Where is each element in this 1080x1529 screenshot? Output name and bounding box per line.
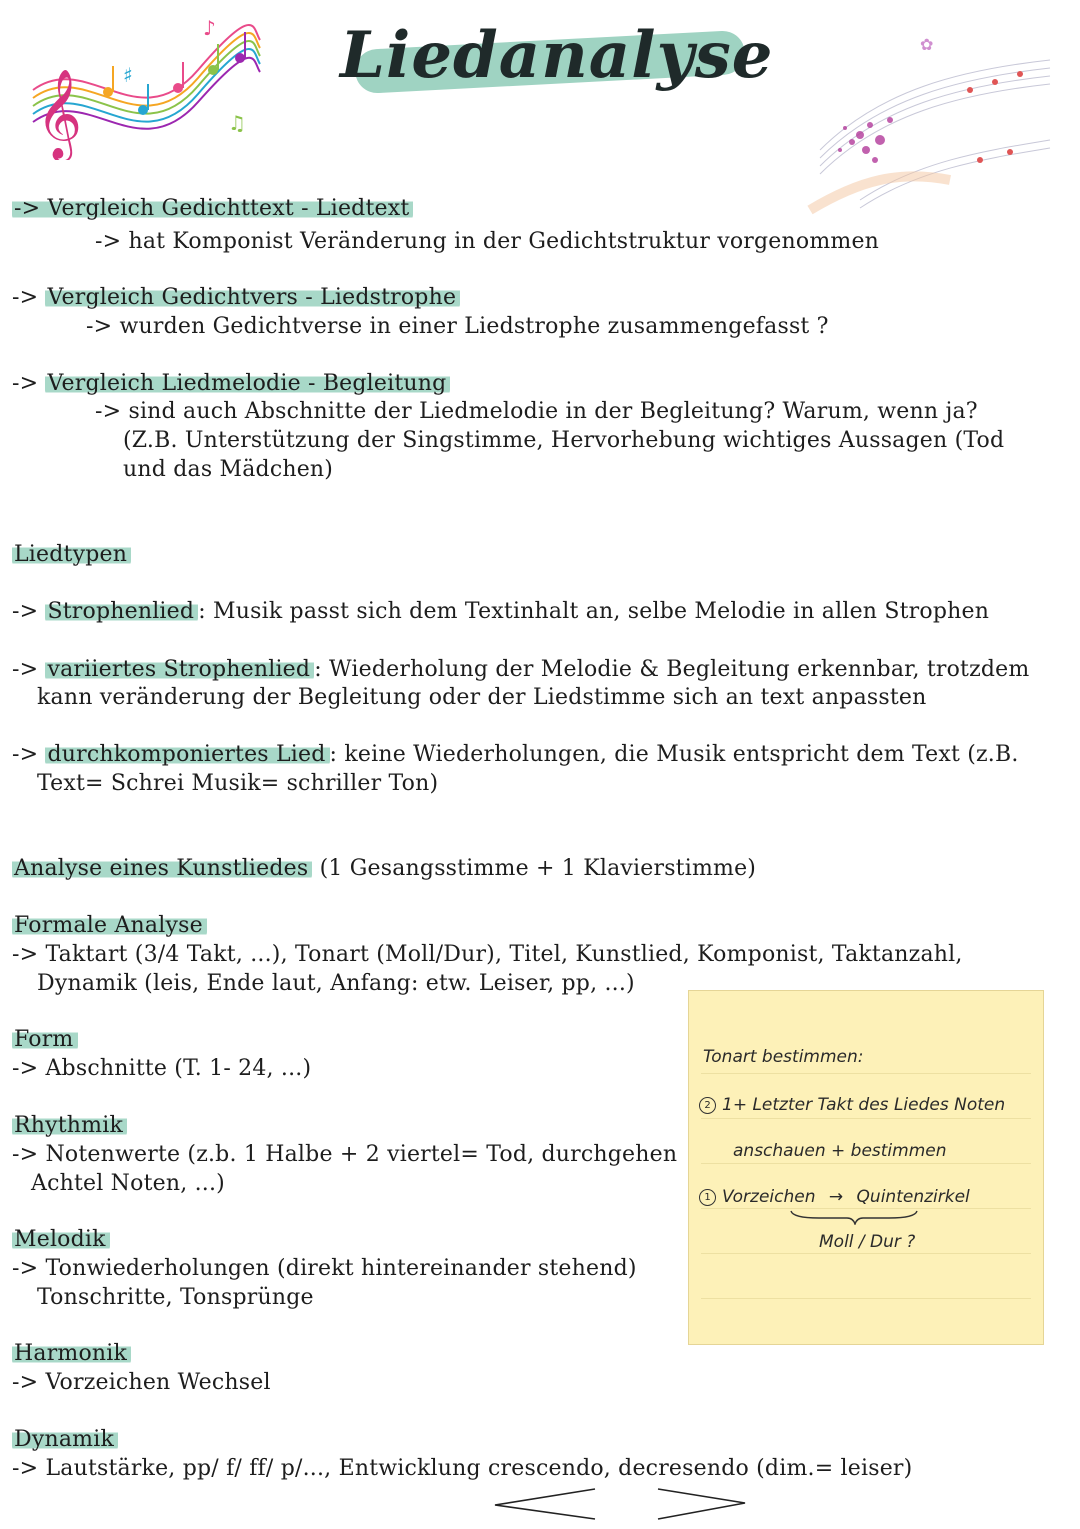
section-dynamik-line1: -> Lautstärke, pp/ f/ ff/ p/..., Entwicklung crescendo, decresendo (dim.= leiser) [12,1456,913,1481]
sticky-note-step2-cont: anschauen + bestimmen [733,1141,947,1161]
comparison-3-detail: -> sind auch Abschnitte der Liedmelodie in der Begleitung? Warum, wenn ja? [95,399,978,424]
section-melodik-line1: -> Tonwiederholungen (direkt hintereinander stehend) [12,1256,637,1281]
section-formale-analyse-line2: Dynamik (leis, Ende laut, Anfang: etw. Leiser, pp, ...) [37,971,635,996]
music-notes-swirl-icon [800,30,1055,215]
svg-text:𝄞: 𝄞 [36,69,83,159]
section-melodik-heading: Melodik [12,1225,110,1254]
comparison-3: -> Vergleich Liedmelodie - Begleitung [12,369,450,398]
section-dynamik-heading: Dynamik [12,1425,118,1454]
sticky-note-step2: 2 1+ Letzter Takt des Liedes Noten [699,1095,1005,1115]
curly-brace-icon [789,1209,919,1225]
liedtyp-durchkomponiert-cont: Text= Schrei Musik= schriller Ton) [37,771,439,796]
section-formale-analyse-heading: Formale Analyse [12,911,207,940]
sticky-note-step1: 1 Vorzeichen → Quintenzirkel [699,1187,970,1207]
liedtyp-durchkomponiert: -> durchkomponiertes Lied : keine Wiederholungen, die Musik entspricht dem Text (z.B. [12,742,1019,767]
liedtyp-strophenlied: -> Strophenlied : Musik passt sich dem Textinhalt an, selbe Melodie in allen Strophen [12,599,990,624]
page-title: Liedanalyse [340,18,774,93]
section-form-heading: Form [12,1025,78,1054]
sticky-note [688,990,1044,1345]
section-rhythmik-line1: -> Notenwerte (z.b. 1 Halbe + 2 viertel= Tod, durchgehen [12,1142,678,1167]
svg-text:♯: ♯ [123,63,133,87]
section-rhythmik-heading: Rhythmik [12,1111,127,1140]
section-rhythmik-line2: Achtel Noten, ...) [31,1171,225,1196]
sticky-note-title: Tonart bestimmen: [703,1047,864,1067]
svg-text:♪: ♪ [203,16,216,40]
liedtypen-heading: Liedtypen [12,540,131,569]
comparison-3-detail-3: und das Mädchen) [123,457,334,482]
svg-text:✿: ✿ [920,35,934,54]
liedtyp-variiertes: -> variiertes Strophenlied : Wiederholung der Melodie & Begleitung erkennbar, trotzdem [12,657,1030,682]
section-harmonik-line1: -> Vorzeichen Wechsel [12,1370,271,1395]
arrow-right-icon: → [828,1187,844,1207]
comparison-2: -> Vergleich Gedichtvers - Liedstrophe [12,283,460,312]
sticky-note-result: Moll / Dur ? [819,1232,916,1252]
comparison-1: -> Vergleich Gedichttext - Liedtext [12,194,413,223]
liedtyp-variiertes-cont: kann veränderung der Begleitung oder der Liedstimme sich an text anpassten [37,685,927,710]
music-notes-staff-icon [28,10,263,160]
analyse-heading: Analyse eines Kunstliedes (1 Gesangsstimme + 1 Klavierstimme) [14,856,757,881]
comparison-2-detail: -> wurden Gedichtverse in einer Liedstrophe zusammengefasst ? [86,314,829,339]
section-harmonik-heading: Harmonik [12,1339,131,1368]
crescendo-decrescendo-icon [490,1485,750,1525]
section-form-line1: -> Abschnitte (T. 1- 24, ...) [12,1056,312,1081]
section-melodik-line2: Tonschritte, Tonsprünge [37,1285,314,1310]
section-formale-analyse-line1: -> Taktart (3/4 Takt, ...), Tonart (Moll/Dur), Titel, Kunstlied, Komponist, Taktanzahl, [12,942,963,967]
comparison-3-detail-2: (Z.B. Unterstützung der Singstimme, Hervorhebung wichtiges Aussagen (Tod [123,428,1005,453]
svg-text:♫: ♫ [228,111,246,135]
comparison-1-detail: -> hat Komponist Veränderung in der Gedichtstruktur vorgenommen [95,229,880,254]
